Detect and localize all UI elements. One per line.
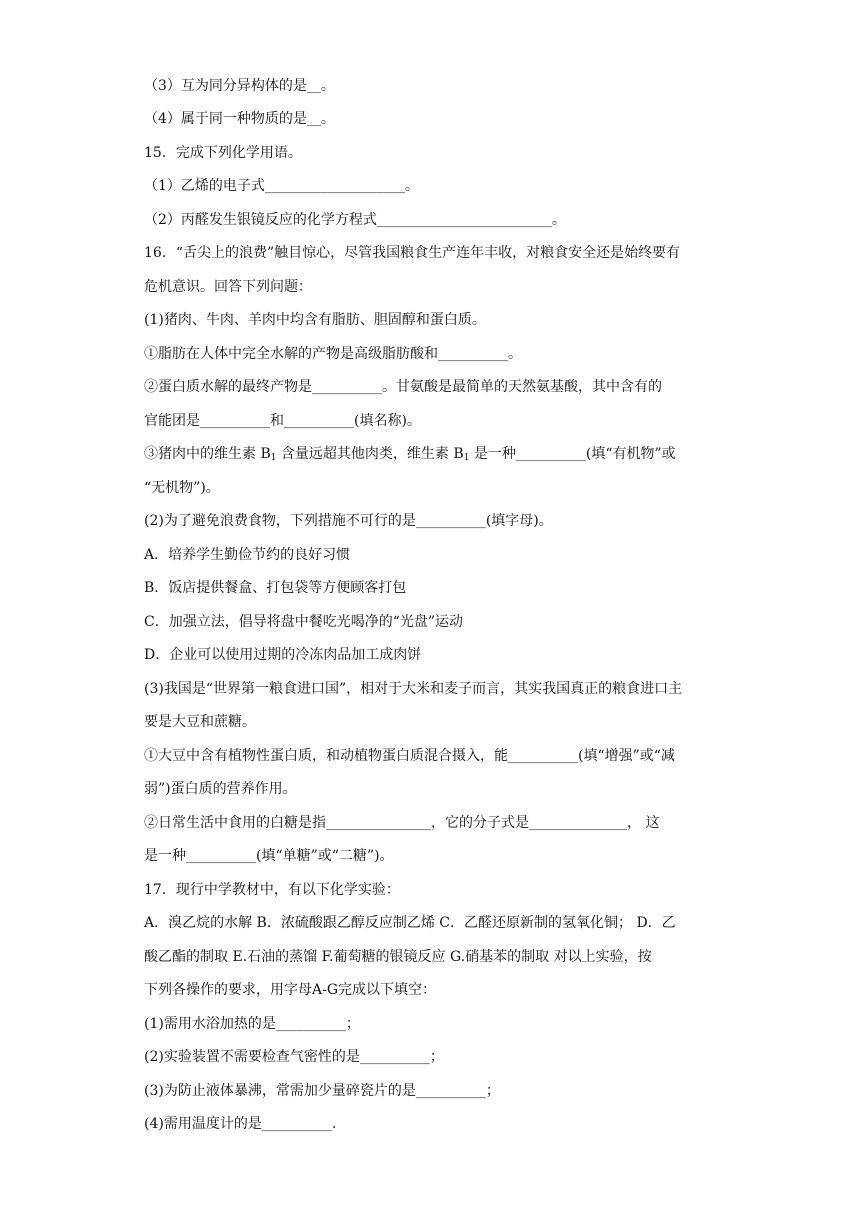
q16-part3-cont: 要是大豆和蔗糖。 <box>144 714 256 730</box>
q16-3-b: ②日常生活中食用的白糖是指_______________，它的分子式是______________， 这 <box>144 815 660 831</box>
q16-1-b-cont: 官能团是__________和__________(填名称)。 <box>144 413 421 429</box>
q16-1-c <box>144 445 676 463</box>
q16-3-a-cont: 弱”)蛋白质的营养作用。 <box>144 781 297 797</box>
q14-sub4: （4）属于同一种物质的是__。 <box>144 111 335 127</box>
q16-1-c-cont: “无机物”)。 <box>144 480 220 496</box>
subscript: 1 <box>270 453 277 463</box>
q15-sub2: （2）丙醛发生银镜反应的化学方程式_________________________。 <box>144 212 566 228</box>
q16-1-c-part1: ③猪肉中的维生素 B <box>144 446 271 462</box>
q16-1-c-part3: 是一种__________(填“有机物”或 <box>469 446 676 462</box>
q17-instruction: 下列各操作的要求，用字母A-G完成以下填空： <box>144 982 437 998</box>
q16-1-a: ①脂肪在人体中完全水解的产物是高级脂肪酸和__________。 <box>144 346 522 362</box>
q15-sub1: （1）乙烯的电子式____________________。 <box>144 178 419 194</box>
q17-options-cont: 酸乙酯的制取 E.石油的蒸馏 F.葡萄糖的银镜反应 G.硝基苯的制取 对以上实验，按 <box>144 949 652 965</box>
q16-3-a: ①大豆中含有植物性蛋白质，和动植物蛋白质混合摄入，能__________(填“增强”或“减 <box>144 748 675 764</box>
q17-sub1: (1)需用水浴加热的是__________； <box>144 1016 360 1032</box>
q16-part1: (1)猪肉、牛肉、羊肉中均含有脂肪、胆固醇和蛋白质。 <box>144 312 486 328</box>
option-a: A．培养学生勤俭节约的良好习惯 <box>144 547 351 563</box>
q17-sub2: (2)实验装置不需要检查气密性的是__________； <box>144 1049 444 1065</box>
q16-part3: (3)我国是“世界第一粮食进口国”，相对于大米和麦子而言，其实我国真正的粮食进口主 <box>144 681 683 697</box>
q17-options: A．溴乙烷的水解 B．浓硫酸跟乙醇反应制乙烯 C．乙醛还原新制的氢氧化铜； D．乙 <box>144 915 676 931</box>
option-d: D．企业可以使用过期的冷冻肉品加工成肉饼 <box>144 647 422 663</box>
q16-3-b-cont: 是一种__________(填“单糖”或“二糖”)。 <box>144 848 394 864</box>
subscript: 1 <box>463 453 470 463</box>
q17-stem: 17．现行中学教材中，有以下化学实验： <box>144 882 400 898</box>
q16-1-c-part2: 含量远超其他肉类，维生素 B <box>276 446 464 462</box>
q16-stem: 16．“舌尖上的浪费”触目惊心，尽管我国粮食生产连年丰收，对粮食安全还是始终要有 <box>144 245 681 261</box>
q16-part2: (2)为了避免浪费食物，下列措施不可行的是__________(填字母)。 <box>144 513 553 529</box>
q15-stem: 15．完成下列化学用语。 <box>144 145 302 161</box>
q16-stem-cont: 危机意识。回答下列问题： <box>144 279 312 295</box>
option-c: C．加强立法，倡导将盘中餐吃光喝净的“光盘”运动 <box>144 614 464 630</box>
q17-sub4: (4)需用温度计的是__________. <box>144 1116 337 1132</box>
q14-sub3: （3）互为同分异构体的是__。 <box>144 78 335 94</box>
option-b: B．饭店提供餐盒、打包袋等方便顾客打包 <box>144 580 407 596</box>
q17-sub3: (3)为防止液体暴沸，常需加少量碎瓷片的是__________； <box>144 1083 500 1099</box>
q16-1-b: ②蛋白质水解的最终产物是__________。甘氨酸是最简单的天然氨基酸，其中含有的 <box>144 379 662 395</box>
